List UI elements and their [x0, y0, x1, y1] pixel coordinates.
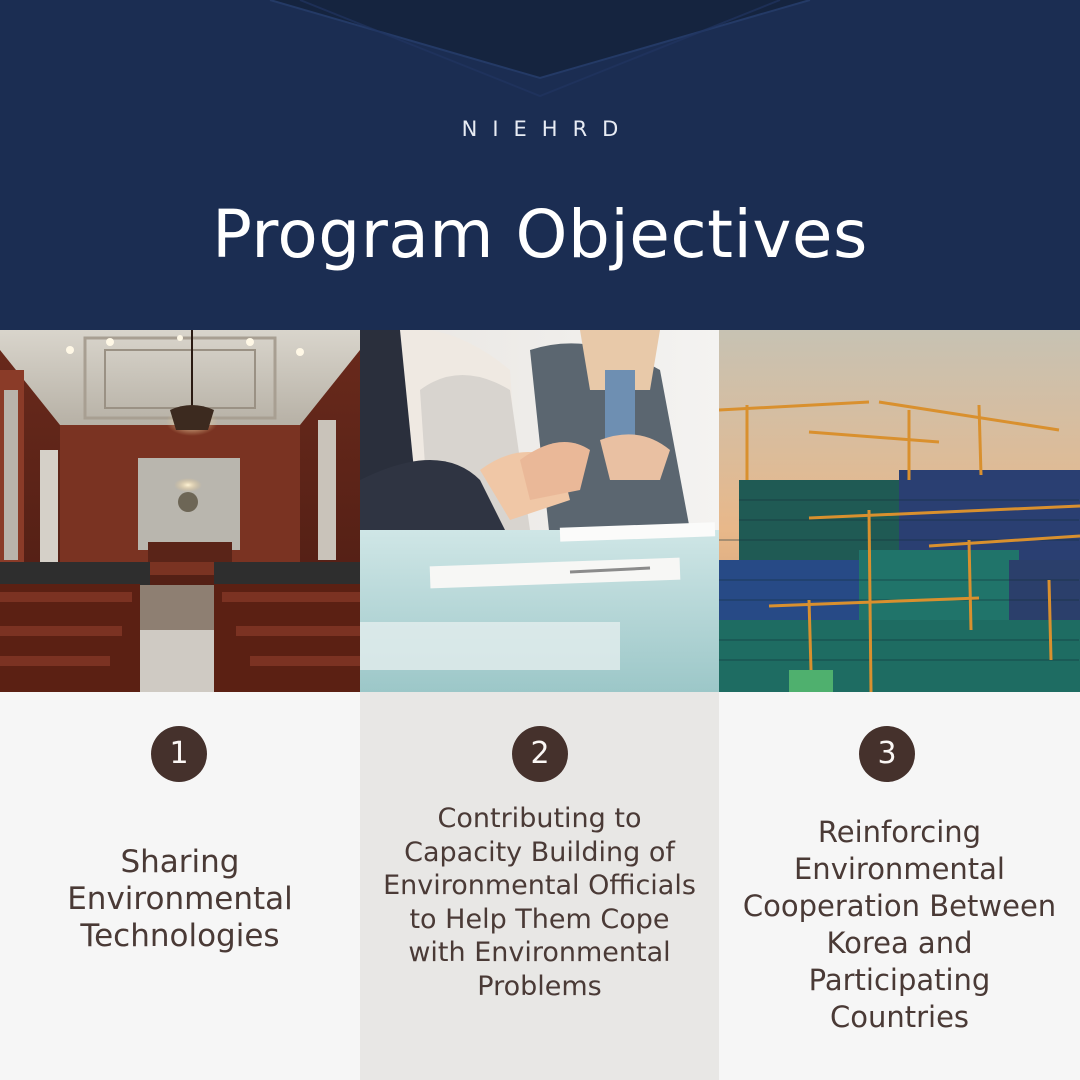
- objectives-row: [0, 692, 1080, 1080]
- meeting-applause-photo: [360, 330, 719, 692]
- chevron-decoration: [0, 0, 1080, 110]
- organization-name: NIEHRD: [461, 117, 634, 141]
- number-badge: 3: [859, 726, 915, 782]
- header-banner: [0, 0, 1080, 330]
- construction-cranes-photo: [719, 330, 1080, 692]
- objective-3: [719, 692, 1080, 1080]
- page-title: Program Objectives: [212, 196, 868, 273]
- objective-1: [0, 692, 360, 1080]
- number-badge: 1: [151, 726, 207, 782]
- photo-strip: [0, 330, 1080, 692]
- objective-2: [360, 692, 719, 1080]
- objective-text: Contributing to Capacity Building of Environmental Officials to Help Them Cope with Environmental Problems: [383, 803, 696, 1002]
- objective-text: Sharing Environmental Technologies: [67, 844, 293, 954]
- courtroom-photo: [0, 330, 360, 692]
- objective-text: Reinforcing Environmental Cooperation Between Korea and Participating Countries: [742, 815, 1057, 1034]
- number-badge: 2: [512, 726, 568, 782]
